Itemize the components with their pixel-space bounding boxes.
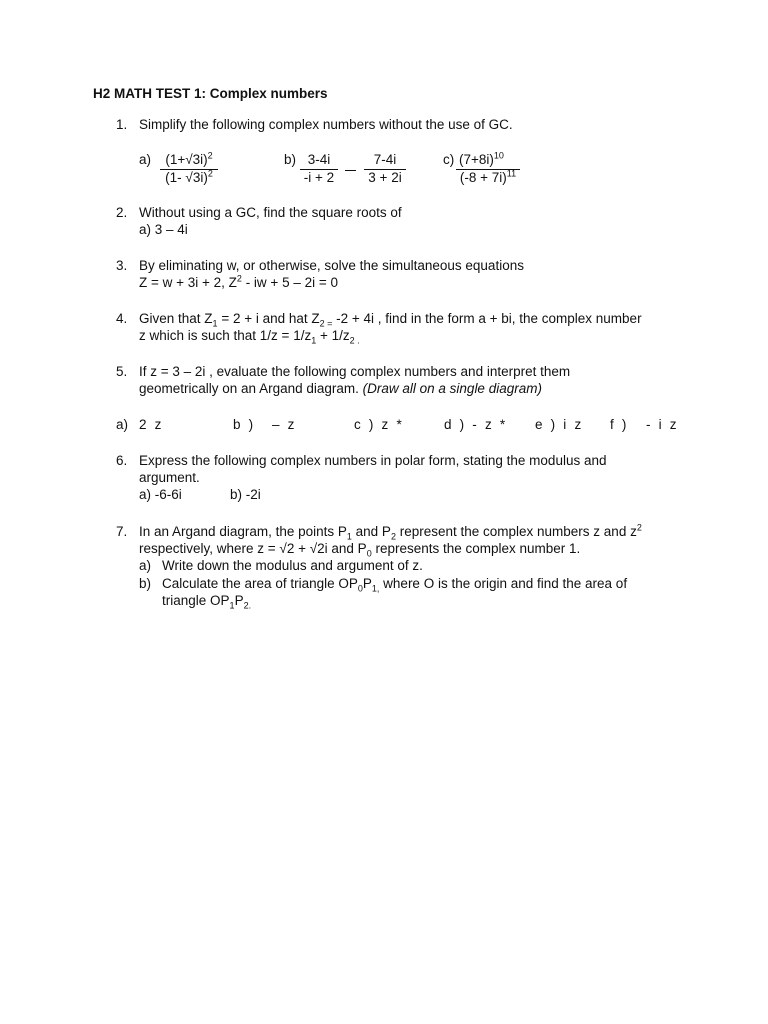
question-5-number: 5.: [116, 364, 128, 379]
question-4-number: 4.: [116, 311, 128, 326]
question-6-number: 6.: [116, 453, 128, 468]
q5-part-a: 2 z: [139, 417, 164, 432]
q7-b-sub-1: 0: [357, 583, 363, 594]
q7-l1-sub-1: 1: [346, 531, 352, 542]
q4-l2-sub-2: 2 .: [349, 335, 360, 346]
question-7-line-2: [139, 541, 580, 557]
q1-c-numerator: (7+8i): [459, 152, 494, 167]
q1-part-a-label: a): [139, 152, 152, 167]
q5-part-f-label: f ): [610, 417, 629, 432]
q7-b2-a: triangle OP: [162, 593, 230, 608]
q1-c-den-exponent: 11: [506, 168, 517, 179]
q1-a-numerator: (1+√3i): [165, 152, 208, 167]
question-7-line-1: [139, 524, 642, 540]
q4-l1-c: -2 + 4i , find in the form a + bi, the complex number: [332, 311, 642, 326]
q3-equations: [139, 275, 338, 291]
question-6-line-2: argument.: [139, 470, 200, 485]
q5-part-a-label: a): [116, 417, 129, 432]
q7-b2-b: P: [234, 593, 244, 608]
q7-part-b-line-2: [162, 593, 251, 609]
question-2-number: 2.: [116, 205, 128, 220]
q7-l1-b: and P: [351, 524, 391, 539]
q7-b2-sub-2: 2.: [243, 600, 252, 611]
q1-part-b-fraction-1: [300, 152, 338, 186]
question-4-line-2: [139, 328, 360, 344]
q1-b-denominator-1: -i + 2: [303, 170, 335, 185]
question-4-line-1: [139, 311, 642, 327]
question-1-text: Simplify the following complex numbers without the use of GC.: [139, 117, 513, 132]
q1-b-denominator-2: 3 + 2i: [368, 170, 402, 185]
q7-l1-a: In an Argand diagram, the points P: [139, 524, 347, 539]
question-1-number: 1.: [116, 117, 128, 132]
q7-l2-a: respectively, where z = √2 + √2i and P: [139, 541, 367, 556]
q7-l1-exponent: 2: [636, 522, 642, 533]
q1-c-denominator: (-8 + 7i): [459, 170, 507, 185]
question-5-line-1: If z = 3 – 2i , evaluate the following complex numbers and interpret them: [139, 364, 571, 379]
q4-l1-a: Given that Z: [139, 311, 213, 326]
q5-part-d: d ) - z *: [444, 417, 508, 432]
question-3-number: 3.: [116, 258, 128, 273]
q3-eq-part-1: Z = w + 3i + 2, Z: [139, 275, 237, 290]
q7-l2-b: represents the complex number 1.: [371, 541, 581, 556]
q1-a-den-exponent: 2: [207, 168, 213, 179]
q6-part-b: b) -2i: [230, 487, 261, 502]
q7-b-a: Calculate the area of triangle OP: [162, 576, 358, 591]
q7-b-b: P: [362, 576, 372, 591]
q5-part-b-label: b ): [233, 417, 256, 432]
q7-b-sub-2: 1,: [371, 583, 380, 594]
q5-part-b: – z: [272, 417, 297, 432]
q4-l1-sub-1: 1: [212, 318, 218, 329]
q7-b-c: where O is the origin and find the area of: [379, 576, 628, 591]
q4-l1-b: = 2 + i and hat Z: [217, 311, 320, 326]
page-title: H2 MATH TEST 1: Complex numbers: [93, 86, 328, 101]
q1-a-num-exponent: 2: [207, 150, 213, 161]
q5-part-e: e ) i z: [535, 417, 584, 432]
q4-l2-sub-1: 1: [311, 335, 317, 346]
q7-part-b-line-1: [162, 576, 627, 592]
q1-b-numerator-1: 3-4i: [307, 152, 331, 167]
q3-eq-part-2: - iw + 5 – 2i = 0: [241, 275, 338, 290]
q7-part-a: Write down the modulus and argument of z.: [162, 558, 423, 573]
q1-part-c-label: c): [443, 152, 455, 167]
q1-c-num-exponent: 10: [493, 150, 504, 161]
q7-part-a-label: a): [139, 558, 152, 573]
q1-part-c-fraction: [456, 152, 520, 186]
question-7-number: 7.: [116, 524, 128, 539]
q5-part-c: c ) z *: [354, 417, 404, 432]
q3-eq-exponent: 2: [236, 273, 242, 284]
q4-l2-a: z which is such that 1/z = 1/z: [139, 328, 312, 343]
question-2-text: Without using a GC, find the square roots of: [139, 205, 402, 220]
q4-l1-sub-2: 2 =: [319, 318, 333, 329]
q1-a-denominator: (1- √3i): [165, 170, 208, 185]
q7-l1-c: represent the complex numbers z and z: [395, 524, 637, 539]
q1-part-b-fraction-2: [364, 152, 406, 186]
q5-l2-italic-note: (Draw all on a single diagram): [362, 381, 542, 396]
q7-part-b-label: b): [139, 576, 152, 591]
q5-l2-text: geometrically on an Argand diagram.: [139, 381, 363, 396]
q1-part-b-label: b): [284, 152, 297, 167]
q1-b-numerator-2: 7-4i: [373, 152, 397, 167]
question-5-line-2: [139, 381, 542, 397]
q6-part-a: a) -6-6i: [139, 487, 182, 502]
q2-part-a: a) 3 – 4i: [139, 222, 188, 237]
minus-sign: [345, 170, 356, 171]
q4-l2-b: + 1/z: [316, 328, 350, 343]
question-6-line-1: Express the following complex numbers in polar form, stating the modulus and: [139, 453, 607, 468]
q7-l1-sub-2: 2: [390, 531, 396, 542]
q1-part-a-fraction: [160, 152, 218, 186]
q7-l2-sub: 0: [366, 548, 372, 559]
q7-b2-sub-1: 1: [229, 600, 235, 611]
question-3-text: By eliminating w, or otherwise, solve the simultaneous equations: [139, 258, 524, 273]
q5-part-f: - i z: [646, 417, 679, 432]
